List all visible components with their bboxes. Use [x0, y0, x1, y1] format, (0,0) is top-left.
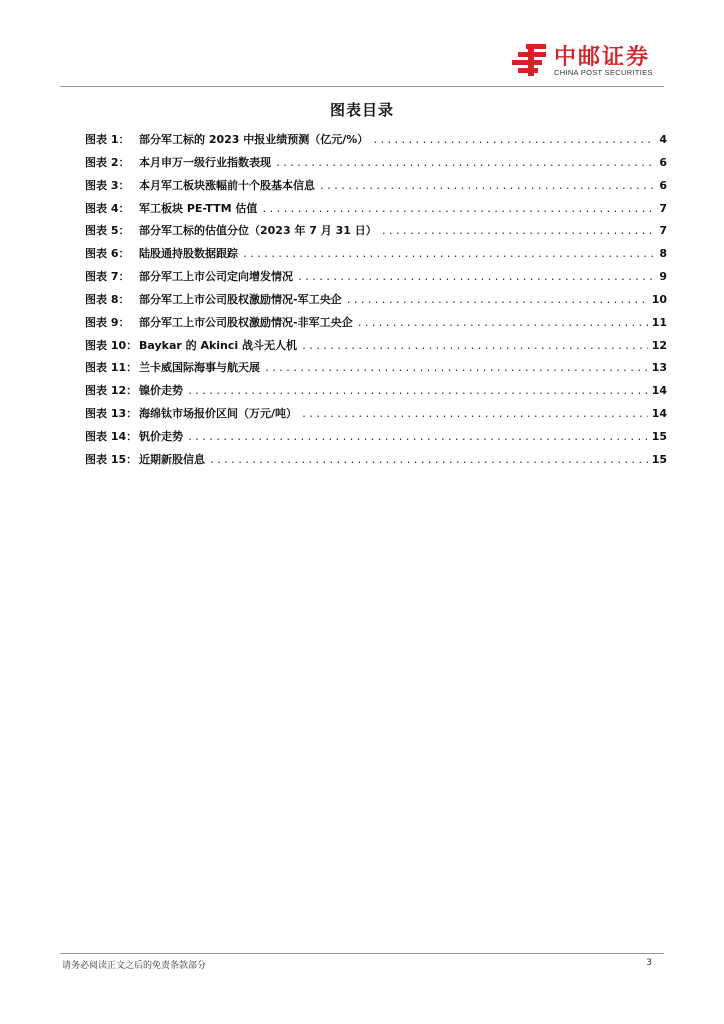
toc-entry-label: 图表 12：	[85, 384, 138, 398]
toc-entry[interactable]	[85, 428, 667, 451]
company-logo	[512, 40, 672, 82]
toc-entry-title: 部分军工标的估值分位（2023 年 7 月 31 日）	[139, 224, 377, 238]
toc-entry-page: 15	[651, 429, 667, 443]
toc-dot-leader	[261, 204, 655, 215]
toc-entry-title: 部分军工上市公司股权激励情况-非军工央企	[139, 315, 353, 329]
toc-entry[interactable]	[85, 177, 667, 200]
toc-entry[interactable]	[85, 291, 667, 314]
toc-entry-title: 海绵钛市场报价区间（万元/吨）	[139, 407, 298, 421]
toc-entry-page: 6	[659, 178, 667, 192]
toc-dot-leader	[319, 181, 655, 192]
china-post-logo-icon	[512, 42, 548, 78]
toc-entry-title: 钒价走势	[139, 429, 183, 443]
toc-entry-page: 4	[659, 133, 667, 146]
toc-entry[interactable]	[85, 382, 667, 405]
toc-entry-label: 图表 8：	[85, 292, 130, 306]
toc-entry-title: 部分军工标的 2023 中报业绩预测（亿元/%）	[139, 133, 369, 146]
toc-entry-label: 图表 1：	[85, 133, 130, 146]
toc-entry-label: 图表 15：	[85, 452, 138, 466]
toc-dot-leader	[372, 135, 655, 146]
toc-entry-title: 兰卡威国际海事与航天展	[139, 361, 260, 375]
toc-entry-page: 14	[651, 384, 667, 398]
toc-entry-title: 陆股通持股数据跟踪	[139, 247, 238, 261]
toc-entry-page: 7	[659, 201, 667, 215]
toc-entry-label: 图表 3：	[85, 178, 130, 192]
toc-entry-title: 镍价走势	[139, 384, 183, 398]
toc-entry[interactable]	[85, 200, 667, 223]
toc-entry-page: 6	[659, 155, 667, 169]
toc-entry-title: 近期新股信息	[139, 452, 205, 466]
toc-dot-leader	[275, 158, 655, 169]
logo-chinese-name: 中邮证券	[554, 45, 651, 70]
toc-entry-page: 10	[651, 292, 667, 306]
toc-entry-page: 15	[651, 452, 667, 466]
toc-dot-leader	[264, 363, 648, 374]
toc-entry-label: 图表 6：	[85, 247, 130, 261]
toc-entry[interactable]	[85, 222, 667, 245]
toc-entry[interactable]	[85, 451, 667, 474]
header-divider	[60, 86, 664, 87]
toc-entry-page: 12	[651, 338, 667, 352]
toc-entry-label: 图表 2：	[85, 155, 130, 169]
toc-entry-page: 7	[659, 224, 667, 238]
toc-entry-page: 14	[651, 407, 667, 421]
toc-dot-leader	[301, 409, 648, 420]
toc-list	[85, 131, 667, 474]
toc-entry[interactable]	[85, 245, 667, 268]
toc-entry[interactable]	[85, 359, 667, 382]
toc-dot-leader	[381, 226, 656, 237]
toc-dot-leader	[357, 318, 648, 329]
toc-entry-page: 11	[651, 315, 667, 329]
toc-dot-leader	[187, 432, 648, 443]
toc-entry[interactable]	[85, 314, 667, 337]
toc-entry-title: 军工板块 PE-TTM 估值	[139, 201, 258, 215]
toc-entry-page: 13	[651, 361, 667, 375]
toc-entry[interactable]	[85, 337, 667, 360]
toc-entry-title: 部分军工上市公司定向增发情况	[139, 270, 293, 284]
toc-entry-label: 图表 4：	[85, 201, 130, 215]
toc-dot-leader	[209, 455, 648, 466]
toc-entry-label: 图表 14：	[85, 429, 138, 443]
logo-english-name: CHINA POST SECURITIES	[554, 68, 653, 77]
toc-title: 图表目录	[329, 101, 394, 119]
toc-entry-title: 部分军工上市公司股权激励情况-军工央企	[139, 292, 342, 306]
toc-entry[interactable]	[85, 154, 667, 177]
toc-entry[interactable]	[85, 405, 667, 428]
toc-entry-label: 图表 5：	[85, 224, 130, 238]
toc-entry-page: 9	[659, 270, 667, 284]
toc-dot-leader	[301, 341, 648, 352]
toc-entry-label: 图表 9：	[85, 315, 130, 329]
toc-entry[interactable]	[85, 268, 667, 291]
toc-dot-leader	[346, 295, 648, 306]
toc-entry-label: 图表 11：	[85, 361, 138, 375]
page-number: 3	[646, 958, 652, 968]
toc-dot-leader	[242, 249, 655, 260]
footer-divider	[60, 953, 664, 954]
toc-entry-title: Baykar 的 Akinci 战斗无人机	[139, 338, 298, 352]
toc-entry-label: 图表 7：	[85, 270, 130, 284]
toc-entry-title: 本月军工板块涨幅前十个股基本信息	[139, 178, 315, 192]
toc-dot-leader	[187, 386, 648, 397]
toc-entry[interactable]	[85, 131, 667, 154]
toc-entry-label: 图表 13：	[85, 407, 138, 421]
footer-disclaimer: 请务必阅读正文之后的免责条款部分	[62, 961, 207, 971]
toc-entry-page: 8	[659, 247, 667, 261]
toc-entry-title: 本月申万一级行业指数表现	[139, 155, 271, 169]
toc-dot-leader	[297, 272, 655, 283]
toc-entry-label: 图表 10：	[85, 338, 138, 352]
